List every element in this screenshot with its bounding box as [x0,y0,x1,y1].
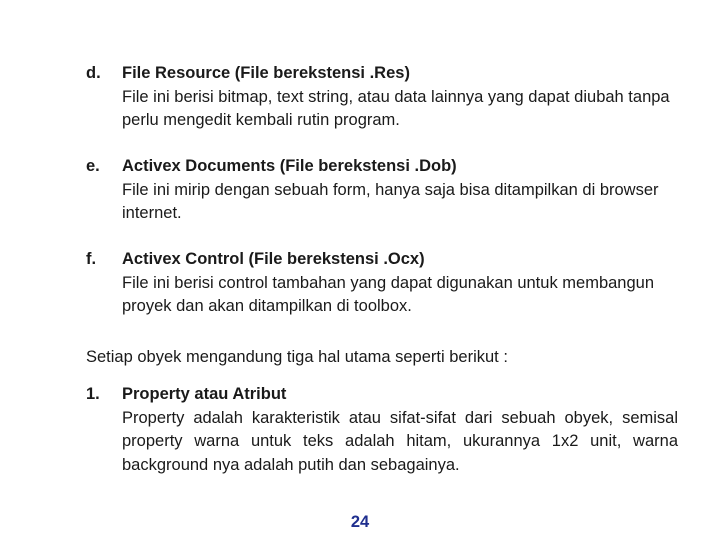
list-item-body: Property adalah karakteristik atau sifat-sifat dari sebuah obyek, semisal property warna untuk teks adalah hitam, ukurannya 1x2 unit, warna background nya adalah putih dan sebagainya. [122,408,678,474]
list-marker: 1. [86,385,100,403]
list-marker: e. [86,157,100,175]
list-item-content [122,383,678,477]
list-item-content [122,155,686,226]
list-item-e [86,155,686,226]
list-item-heading: Activex Documents (File berekstensi .Dob) [122,157,457,175]
page-number: 24 [350,513,370,531]
list-item-f [86,248,686,319]
list-item-body: File ini berisi bitmap, text string, atau data lainnya yang dapat diubah tanpa perlu mengedit kembali rutin program. [122,87,670,129]
list-item-body: File ini berisi control tambahan yang dapat digunakan untuk membangun proyek dan akan ditampilkan di toolbox. [122,273,655,315]
intro-paragraph: Setiap obyek mengandung tiga hal utama seperti berikut : [86,348,508,366]
list-item-heading: Activex Control (File berekstensi .Ocx) [122,250,425,268]
list-item-d [86,62,686,133]
list-item-heading: Property atau Atribut [122,385,287,403]
list-marker: f. [86,250,97,268]
list-item-heading: File Resource (File berekstensi .Res) [122,64,410,82]
list-item-body: File ini mirip dengan sebuah form, hanya saja bisa ditampilkan di browser internet. [122,180,659,222]
list-marker: d. [86,64,101,82]
list-item-content [122,248,686,319]
list-item-content [122,62,686,133]
numbered-item-1 [86,383,678,477]
